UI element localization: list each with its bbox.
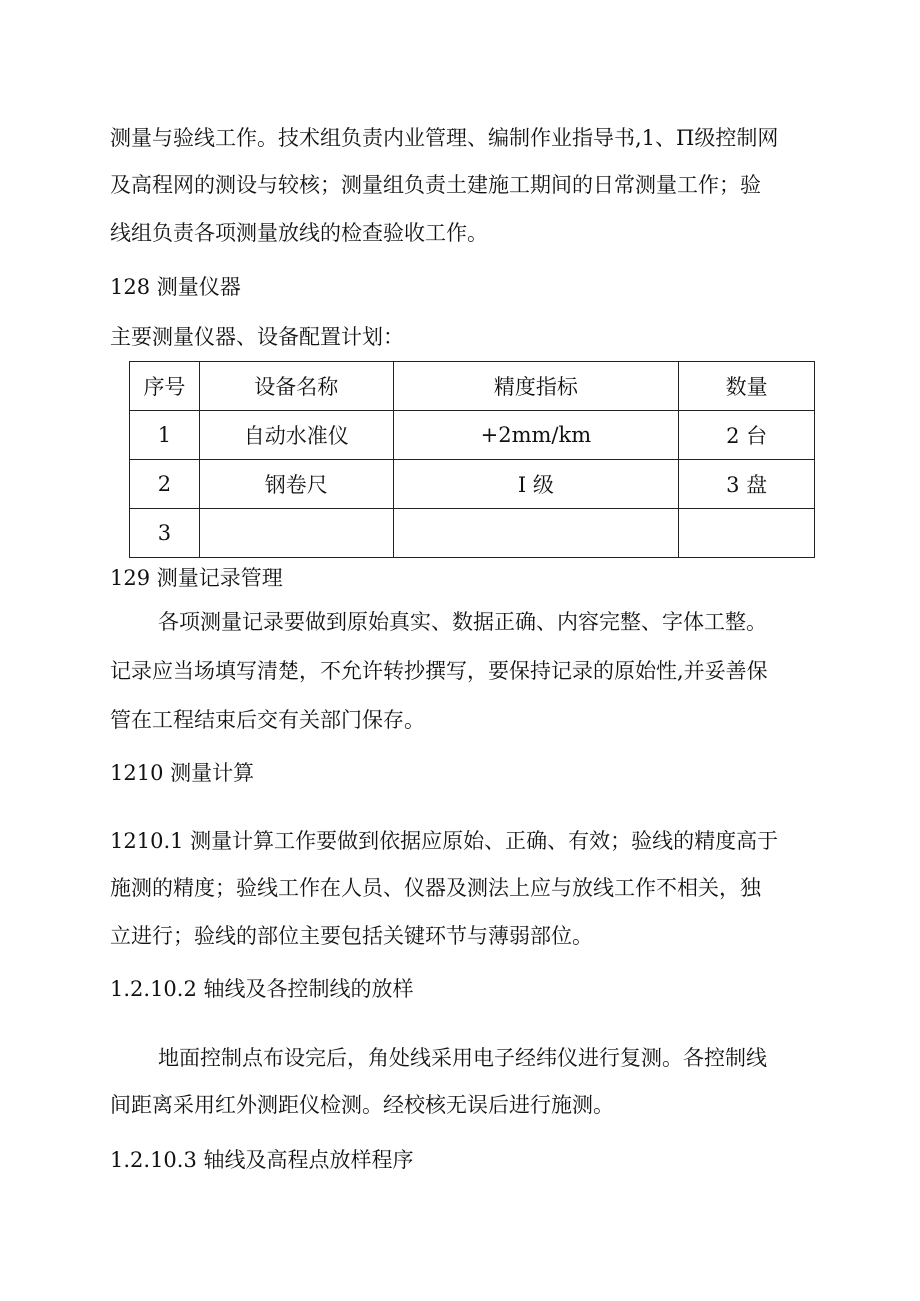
table-cell: +2mm∕km: [393, 411, 679, 460]
section-heading-1210: 1210 测量计算: [110, 761, 255, 785]
table-row: [130, 460, 815, 509]
header-cell-name: 设备名称: [199, 362, 393, 411]
paragraph-3-line-2: 施测的精度；验线工作在人员、仪器及测法上应与放线工作不相关，独: [110, 876, 761, 900]
table-header-row: [130, 362, 815, 411]
table-cell: [199, 509, 393, 558]
table-cell: 自动水准仪: [199, 411, 393, 460]
table-cell: [393, 509, 679, 558]
paragraph-1-line-2: 及高程网的测设与较核；测量组负责土建施工期间的日常测量工作；验: [110, 173, 761, 197]
table-cell: 1: [130, 411, 200, 460]
paragraph-2-line-1: 各项测量记录要做到原始真实、数据正确、内容完整、字体工整。: [158, 610, 767, 634]
table-cell: 钢卷尺: [199, 460, 393, 509]
table-cell: [679, 509, 815, 558]
paragraph-3-line-1: 1210.1 测量计算工作要做到依据应原始、正确、有效；验线的精度高于: [110, 829, 779, 853]
paragraph-3-line-3: 立进行；验线的部位主要包括关键环节与薄弱部位。: [110, 924, 593, 948]
header-cell-index: 序号: [130, 362, 200, 411]
table-cell: 2 台: [679, 411, 815, 460]
section-heading-1-2-10-3: 1.2.10.3 轴线及高程点放样程序: [110, 1148, 414, 1172]
table-cell: 2: [130, 460, 200, 509]
section-heading-128: 128 测量仪器: [110, 275, 241, 299]
paragraph-4-line-2: 间距离采用红外测距仪检测。经校核无误后进行施测。: [110, 1093, 614, 1117]
paragraph-4-line-1: 地面控制点布设完后，角处线采用电子经纬仪进行复测。各控制线: [158, 1046, 767, 1070]
table-cell: I 级: [393, 460, 679, 509]
paragraph-1-line-1: 测量与验线工作。技术组负责内业管理、编制作业指导书,1、Π级控制网: [110, 126, 779, 150]
paragraph-2-line-2: 记录应当场填写清楚，不允许转抄撰写，要保持记录的原始性,并妥善保: [110, 659, 768, 683]
paragraph-2-line-3: 管在工程结束后交有关部门保存。: [110, 708, 425, 732]
equipment-table: [129, 361, 815, 558]
header-cell-precision: 精度指标: [393, 362, 679, 411]
table-cell: 3 盘: [679, 460, 815, 509]
paragraph-1-line-3: 线组负责各项测量放线的检查验收工作。: [110, 221, 488, 245]
table-intro: 主要测量仪器、设备配置计划：: [110, 325, 404, 349]
table-row: [130, 411, 815, 460]
header-cell-quantity: 数量: [679, 362, 815, 411]
table-row: [130, 509, 815, 558]
section-heading-1-2-10-2: 1.2.10.2 轴线及各控制线的放样: [110, 977, 414, 1001]
table-cell: 3: [130, 509, 200, 558]
section-heading-129: 129 测量记录管理: [110, 566, 283, 590]
